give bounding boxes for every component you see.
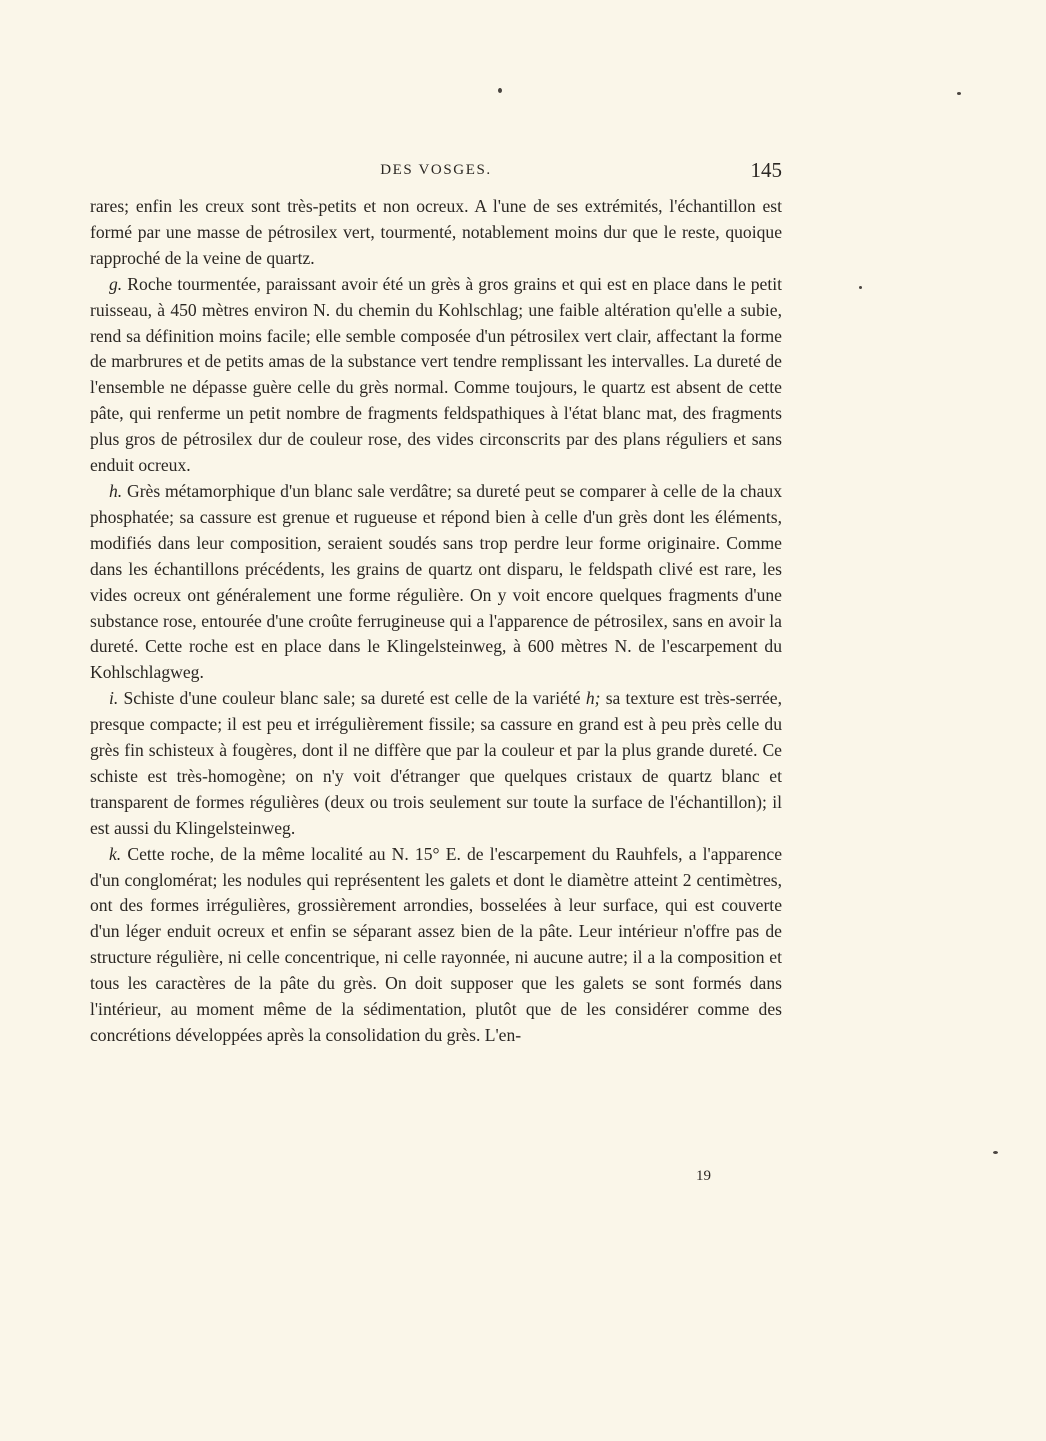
signature-mark: 19	[696, 1168, 711, 1184]
paragraph-i	[90, 686, 782, 841]
ink-speck	[498, 88, 502, 93]
page-number: 145	[750, 158, 782, 182]
page-header	[90, 160, 782, 186]
item-letter: k.	[109, 843, 122, 864]
item-letter: i.	[109, 688, 119, 709]
ink-speck	[993, 1151, 998, 1154]
paragraph-text: sa texture est très-serrée, presque compacte; il est peu et irrégulièrement fissile; sa cassure en grand est à peu près celle du grès fin schisteux à fougères, dont il ne diffère que par la couleur et par la plus grande dureté. Ce schiste est très-homogène; on n'y voit d'étranger que quelques cristaux de quartz blanc et transparent de formes régulières (deux ou trois seulement sur toute la surface de l'échantillon); il est aussi du Klingelsteinweg.	[90, 688, 783, 838]
variety-reference: h;	[585, 688, 601, 709]
item-letter: h.	[109, 480, 123, 501]
paragraph-text: rares; enfin les creux sont très-petits et non ocreux. A l'une de ses extrémités, l'échantillon est formé par une masse de pétrosilex vert, tourmenté, notablement moins dur que le reste, quoique rapproché de la veine de quartz.	[90, 196, 782, 268]
running-title: DES VOSGES.	[380, 162, 492, 178]
paragraph-text: Roche tourmentée, paraissant avoir été un grès à gros grains et qui est en place dans le petit ruisseau, à 450 mètres environ N. du chemin du Kohlschlag; une faible altération qu'elle a subie, rend sa définition moins facile; elle semble composée d'un pétrosilex vert clair, affectant la forme de marbrures et de petits amas de la substance vert tendre remplissant les intervalles. La dureté de l'ensemble ne dépasse guère celle du grès normal. Comme toujours, le quartz est absent de cette pâte, qui renferme un petit nombre de fragments feldspathiques à l'état blanc mat, des fragments plus gros de pétrosilex dur de couleur rose, des vides circonscrits par des plans réguliers et sans enduit ocreux.	[90, 273, 782, 476]
paragraph-intro	[90, 194, 782, 272]
ink-speck	[859, 286, 862, 289]
ink-speck	[957, 92, 961, 95]
body-text	[90, 194, 782, 1049]
paragraph-text: Cette roche, de la même localité au N. 15° E. de l'escarpement du Rauhfels, a l'apparence d'un conglomérat; les nodules qui représentent les galets et dont le diamètre atteint 2 centimètres, ont des formes irrégulières, grossièrement arrondies, bosselées à leur surface, qui est couverte d'un léger enduit ocreux et enfin se séparant assez bien de la pâte. Leur intérieur n'offre pas de structure régulière, ni celle concentrique, ni celle rayonnée, ni aucune autre; il a la composition et tous les caractères de la pâte du grès. On doit supposer que les galets se sont formés dans l'intérieur, au moment même de la sédimentation, plutôt que de les considérer comme des concrétions développées après la consolidation du grès. L'en-	[90, 843, 782, 1045]
paragraph-h	[90, 479, 782, 686]
paragraph-g	[90, 272, 782, 479]
paragraph-text: Schiste d'une couleur blanc sale; sa dureté est celle de la variété	[123, 688, 586, 709]
paragraph-text: Grès métamorphique d'un blanc sale verdâtre; sa dureté peut se comparer à celle de la chaux phosphatée; sa cassure est grenue et rugueuse et répond bien à celle d'un grès dont les éléments, modifiés dans leur composition, seraient soudés sans trop perdre leur forme originaire. Comme dans les échantillons précédents, les grains de quartz ont disparu, le feldspath clivé est rare, les vides ocreux ont généralement une forme régulière. On y voit encore quelques fragments d'une substance rose, entourée d'une croûte ferrugineuse qui a l'apparence de pétrosilex, sans en avoir la dureté. Cette roche est en place dans le Klingelsteinweg, à 600 mètres N. de l'escarpement du Kohlschlagweg.	[90, 480, 782, 683]
paragraph-k	[90, 842, 782, 1049]
item-letter: g.	[109, 273, 123, 294]
